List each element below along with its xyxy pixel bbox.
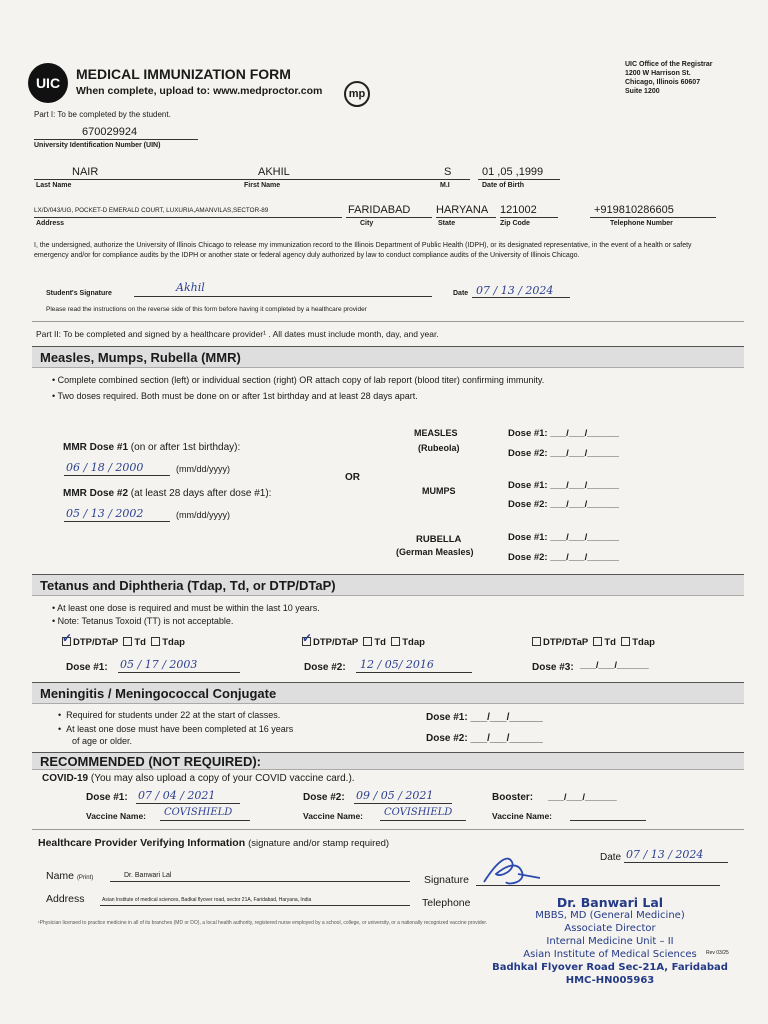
provider-address-label: Address: [46, 893, 85, 905]
provider-divider: [32, 829, 744, 830]
mmr-band: [32, 346, 744, 368]
dob-label: Date of Birth: [482, 182, 524, 189]
registrar-line: 1200 W Harrison St.: [625, 70, 691, 77]
city-label: City: [360, 220, 374, 227]
checkbox-td-3[interactable]: [593, 637, 602, 646]
checkbox-td-2[interactable]: [363, 637, 372, 646]
vaccine-name-line-1: [160, 820, 250, 821]
mumps-dose2[interactable]: Dose #2: ___/___/______: [508, 499, 619, 510]
city-underline: [346, 217, 432, 218]
part1-heading: Part I: To be completed by the student.: [34, 110, 171, 119]
measles-label: MEASLES: [414, 428, 458, 438]
provider-heading: Healthcare Provider Verifying Information (signature and/or stamp required): [38, 837, 390, 849]
meningitis-dose1[interactable]: Dose #1: ___/___/______: [426, 712, 543, 723]
mmr-dose2-value[interactable]: 05 / 13 / 2002: [66, 507, 144, 520]
provider-signature[interactable]: [478, 852, 548, 892]
tdap-dose2-label: Dose #2:: [304, 662, 346, 673]
rubella-dose2[interactable]: Dose #2: ___/___/______: [508, 552, 619, 563]
vaccine-name-line-3: [570, 820, 646, 821]
tdap-band: [32, 574, 744, 596]
covid-dose2-label: Dose #2:: [303, 792, 345, 803]
form-title: MEDICAL IMMUNIZATION FORM: [76, 66, 291, 82]
registrar-line: Suite 1200: [625, 88, 660, 95]
student-date-value[interactable]: 07 / 13 / 2024: [476, 284, 554, 297]
provider-footnote: ¹Physician licensed to practice medicine in all of its branches (MD or DO), a local health authority, registered nurse employed by a school, college, or university, or a nationally recognized vaccine provider.: [38, 920, 488, 926]
part2-heading: Part II: To be completed and signed by a healthcare provider¹ . All dates must include month, day, and year.: [36, 329, 439, 339]
student-signature-label: Student's Signature: [46, 290, 112, 297]
booster-label: Booster:: [492, 792, 534, 803]
checkbox-tdap-1[interactable]: [151, 637, 160, 646]
tdap-options-2: ✓ DTP/DTaP Td Tdap: [302, 637, 425, 648]
upload-instruction: When complete, upload to: www.medproctor.com: [76, 85, 323, 97]
vaccine-name-label-3: Vaccine Name:: [492, 811, 553, 821]
last-name-value[interactable]: NAIR: [72, 166, 99, 178]
checkbox-dtp-1[interactable]: [62, 637, 71, 646]
state-label: State: [438, 220, 456, 227]
provider-name-value[interactable]: Dr. Banwari Lal: [124, 872, 172, 879]
stamp-line-2: Associate Director: [564, 923, 656, 934]
stamp-line-3: Internal Medicine Unit – II: [546, 936, 674, 947]
last-name-label: Last Name: [36, 182, 72, 189]
german-measles-label: (German Measles): [396, 547, 474, 557]
mmr-dose1-line: [64, 475, 170, 476]
provider-date-line: [624, 862, 728, 863]
doctor-stamp: [470, 896, 750, 987]
tdap-dose1-label: Dose #1:: [66, 662, 108, 673]
student-date-line: [472, 297, 570, 298]
registrar-line: UIC Office of the Registrar: [625, 61, 713, 68]
tdap-options-3: DTP/DTaP Td Tdap: [532, 637, 655, 648]
dob-value[interactable]: 01 ,05 ,1999: [482, 166, 544, 178]
tdap-dose2-value[interactable]: 12 / 05/ 2016: [360, 658, 434, 671]
provider-signature-label: Signature: [424, 874, 469, 886]
mi-label: M.I: [440, 182, 450, 189]
stamp-line-5: Badhkal Flyover Road Sec-21A, Faridabad: [492, 962, 728, 973]
tdap-dose1-line: [118, 672, 240, 673]
measles-dose2[interactable]: Dose #2: ___/___/______: [508, 448, 619, 459]
vaccine-name-1[interactable]: COVISHIELD: [164, 807, 233, 818]
vaccine-name-2[interactable]: COVISHIELD: [384, 807, 453, 818]
mmr-or: OR: [345, 472, 360, 483]
checkbox-td-1[interactable]: [123, 637, 132, 646]
tdap-options-1: ✓DTP/DTaP Td Tdap: [62, 637, 185, 648]
address-label: Address: [36, 220, 65, 227]
dob-underline: [478, 179, 560, 180]
provider-name-label: Name (Print): [46, 870, 94, 882]
recommended-band: [32, 752, 744, 770]
checkbox-tdap-3[interactable]: [621, 637, 630, 646]
section-divider: [32, 321, 744, 322]
tdap-dose1-value[interactable]: 05 / 17 / 2003: [120, 658, 198, 671]
meningitis-dose2[interactable]: Dose #2: ___/___/______: [426, 733, 543, 744]
recommended-title: RECOMMENDED (NOT REQUIRED):: [40, 754, 261, 769]
uin-underline: [34, 139, 198, 140]
rubella-dose1[interactable]: Dose #1: ___/___/______: [508, 532, 619, 543]
mi-value[interactable]: S: [444, 166, 452, 178]
stamp-name: Dr. Banwari Lal: [556, 895, 664, 910]
tdap-dose3-label: Dose #3:: [532, 662, 574, 673]
zip-value[interactable]: 121002: [500, 204, 537, 216]
name-underline: [34, 179, 470, 180]
provider-address-value[interactable]: Asian Institute of medical sciences, Badkal flyover road, sector 21A, Faridabad, Haryana, India: [102, 897, 312, 903]
tdap-title: Tetanus and Diphtheria (Tdap, Td, or DTP/DTaP): [40, 578, 336, 593]
uic-logo: UIC: [28, 63, 68, 103]
mmr-dose2-format: (mm/dd/yyyy): [176, 510, 230, 520]
provider-telephone-label: Telephone: [422, 897, 471, 909]
first-name-label: First Name: [244, 182, 281, 189]
mmr-bullet-2: • Two doses required. Both must be done on or after 1st birthday and at least 28 days apart.: [52, 391, 418, 401]
tdap-dose2-line: [356, 672, 472, 673]
mumps-dose1[interactable]: Dose #1: ___/___/______: [508, 480, 619, 491]
tdap-bullet-1: • At least one dose is required and must be within the last 10 years.: [52, 603, 320, 613]
uin-value[interactable]: 670029924: [82, 126, 138, 138]
provider-date-label: Date: [600, 852, 622, 863]
state-underline: [436, 217, 496, 218]
mumps-label: MUMPS: [422, 486, 456, 496]
stamp-line-4: Asian Institute of Medical Sciences: [523, 949, 697, 960]
vaccine-name-line-2: [380, 820, 466, 821]
registrar-address: [625, 60, 713, 96]
phone-label: Telephone Number: [610, 220, 673, 227]
provider-date-value[interactable]: 07 / 13 / 2024: [626, 848, 704, 861]
mmr-dose1-format: (mm/dd/yyyy): [176, 464, 230, 474]
phone-value[interactable]: +919810286605: [594, 204, 674, 216]
mmr-dose1-value[interactable]: 06 / 18 / 2000: [66, 461, 144, 474]
state-value[interactable]: HARYANA: [436, 204, 489, 216]
tdap-dose3-value[interactable]: ___/___/______: [580, 660, 649, 671]
rubella-label: RUBELLA: [416, 534, 462, 545]
covid-dose1-label: Dose #1:: [86, 792, 128, 803]
city-value[interactable]: FARIDABAD: [348, 204, 411, 216]
booster-value[interactable]: ___/___/______: [548, 792, 617, 803]
provider-name-line: [110, 881, 410, 882]
vaccine-name-label-2: Vaccine Name:: [303, 811, 364, 821]
mmr-title: Measles, Mumps, Rubella (MMR): [40, 350, 241, 365]
tdap-bullet-2: • Note: Tetanus Toxoid (TT) is not acceptable.: [52, 616, 234, 626]
authorization-text: I, the undersigned, authorize the University of Illinois Chicago to release my immunization record to the Illinois Department of Public Health (IDPH), or its designated representative, in the event of a health or safety emergency and/or for compliance audits by the IDPH or another state or federal agency duly authorized by law to conduct compliance audits of the University of Illinois Chicago.: [34, 242, 692, 259]
meningitis-bullet-1: • Required for students under 22 at the start of classes.: [58, 710, 281, 720]
stamp-line-6: HMC-HN005963: [565, 975, 655, 986]
meningitis-band: [32, 682, 744, 704]
uin-label: University Identification Number (UIN): [34, 142, 161, 149]
address-underline: [34, 217, 342, 218]
checkbox-dtp-2[interactable]: [302, 637, 311, 646]
rubeola-label: (Rubeola): [418, 443, 460, 453]
student-signature[interactable]: Akhil: [176, 281, 205, 294]
checkbox-dtp-3[interactable]: [532, 637, 541, 646]
covid-dose1-line: [136, 803, 240, 804]
revision-label: Rev 03/25: [706, 950, 729, 956]
first-name-value[interactable]: AKHIL: [258, 166, 290, 178]
student-signature-line: [134, 296, 432, 297]
address-value[interactable]: LX/D/043/UG, POCKET-D EMERALD COURT, LUXURIA,AMANVILAS,SECTOR-89: [34, 207, 269, 214]
mmr-dose2-line: [64, 521, 170, 522]
provider-address-line: [100, 905, 410, 906]
mmr-dose2-label: MMR Dose #2 (at least 28 days after dose #1):: [63, 488, 272, 499]
reverse-instructions: Please read the instructions on the reverse side of this form before having it completed by a healthcare provider: [46, 306, 367, 313]
medproctor-logo: mp: [344, 81, 370, 107]
phone-underline: [590, 217, 716, 218]
meningitis-title: Meningitis / Meningococcal Conjugate: [40, 686, 277, 701]
zip-underline: [500, 217, 558, 218]
zip-label: Zip Code: [500, 220, 530, 227]
registrar-line: Chicago, Illinois 60607: [625, 79, 701, 86]
covid-dose2-value[interactable]: 09 / 05 / 2021: [356, 789, 434, 802]
measles-dose1[interactable]: Dose #1: ___/___/______: [508, 428, 619, 439]
meningitis-bullet-2: • At least one dose must have been completed at 16 years of age or older.: [58, 724, 294, 746]
mmr-dose1-label: MMR Dose #1 (on or after 1st birthday):: [63, 442, 241, 453]
covid-dose2-line: [354, 803, 452, 804]
checkbox-tdap-2[interactable]: [391, 637, 400, 646]
vaccine-name-label-1: Vaccine Name:: [86, 811, 147, 821]
covid-heading: COVID-19 (You may also upload a copy of your COVID vaccine card.).: [42, 773, 355, 784]
covid-dose1-value[interactable]: 07 / 04 / 2021: [138, 789, 216, 802]
mmr-bullet-1: • Complete combined section (left) or individual section (right) OR attach copy of lab report (blood titer) confirming immunity.: [52, 375, 544, 385]
student-date-label: Date: [453, 290, 469, 297]
stamp-line-1: MBBS, MD (General Medicine): [535, 910, 685, 921]
